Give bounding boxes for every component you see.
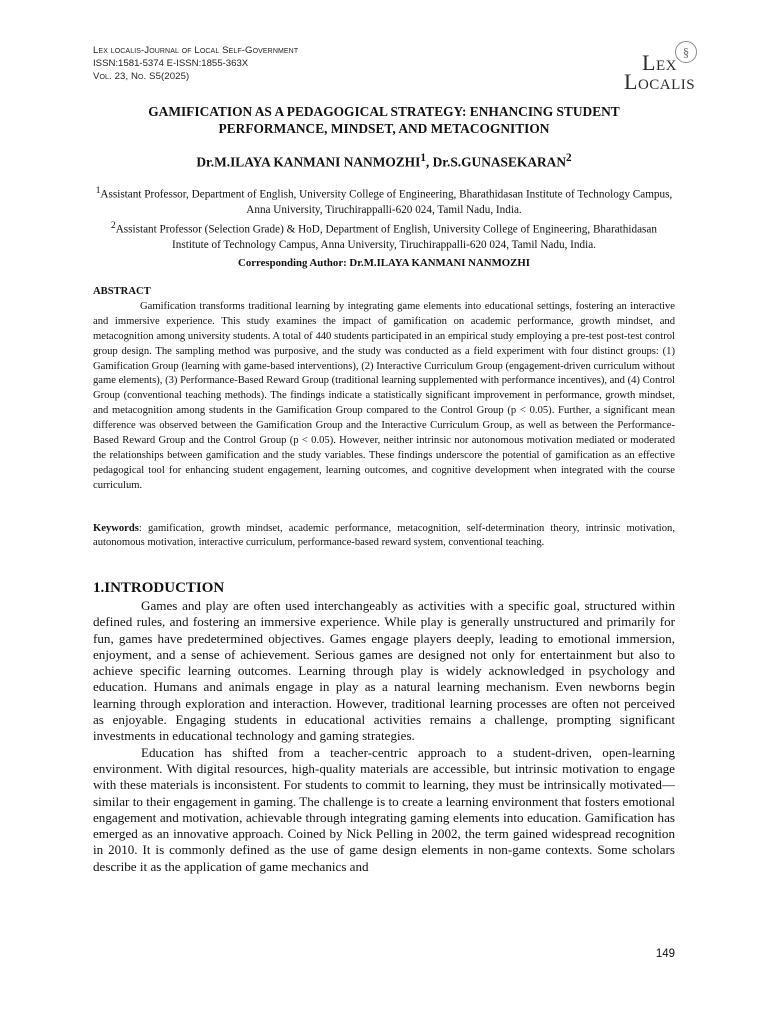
author-separator: , [425,154,433,170]
journal-issn: ISSN:1581-5374 E-ISSN:1855-363X [93,58,249,69]
keywords-label: Keywords [93,523,139,534]
affiliation-2-text: Assistant Professor (Selection Grade) & HoD, Department of English, University College of Engineering, Bharathidasan Institute of Technology Campus, Anna University, Tiruchirappalli-620 024, Tamil Nadu, India. [115,223,657,251]
author-line [93,152,675,170]
author-2-sup: 2 [566,152,572,164]
journal-volume: Vol. 23, No. S5(2025) [93,71,190,82]
logo-word-localis: Localis [624,69,696,94]
affiliations [93,184,675,253]
author-2: Dr.S.GUNASEKARAN [432,154,567,170]
lex-localis-logo [616,38,708,96]
paper-title: GAMIFICATION AS A PEDAGOGICAL STRATEGY: ENHANCING STUDENT PERFORMANCE, MINDSET, AND METACOGNITION [148,104,620,136]
author-1: Dr.M.ILAYA KANMANI NANMOZHI [196,154,421,170]
affiliation-2 [93,219,675,254]
keywords-text: : gamification, growth mindset, academic performance, metacognition, self-determination theory, intrinsic motivation, autonomous motivation, interactive curriculum, performance-based reward system, conventional teaching. [93,523,675,549]
svg-text:§: § [682,44,690,60]
introduction-paragraph-1: Games and play are often used interchangeably as activities with a specific goal, structured within defined rules, and fostering an immersive experience. While play is generally unstructured and primarily for fun, games have predetermined objectives. Games engage players deeply, leading to emotional immersion, enjoyment, and a sense of achievement. Serious games are designed not only for entertainment but also to achieve specific learning outcomes. Learning through play is widely acknowledged in psychology and education. Humans and animals engage in play as a natural learning mechanism. Even newborns begin learning through exploration and interaction. However, traditional learning processes are often not perceived as enjoyable. Engaging students in educational activities remains a challenge, prompting significant investments in educational technology and gaming strategies. [93,598,675,744]
abstract [93,285,675,494]
abstract-heading: ABSTRACT [93,286,151,297]
author-1-sup: 1 [420,152,426,164]
affiliation-1-sup: 1 [95,186,101,196]
page-number: 149 [655,948,675,960]
journal-header [93,44,298,83]
affiliation-1 [93,184,675,219]
section-sign-icon [674,40,698,64]
abstract-text: Gamification transforms traditional learning by integrating game elements into educational settings, fostering an interactive and immersive experience. This study examines the impact of gamification on academic performance, growth mindset, and metacognition among university students. A total of 440 students participated in an empirical study employing a pre-test post-test control group design. The sampling method was purposive, and the study was conducted as a field experiment with four distinct groups: (1) Gamification Group (learning with game-based interventions), (2) Interactive Curriculum Group (engagement-driven curriculum without game elements), (3) Performance-Based Reward Group (traditional learning supplemented with performance incentives), and (4) Control Group (conventional teaching methods). The findings indicate a statistically significant improvement in performance, growth mindset, and metacognition among students in the Gamification Group compared to the Control Group (p < 0.05). Further, a significant mean difference was observed between the Gamification Group and the Interactive Curriculum Group, as well as between the Performance-Based Reward Group and the Control Group (p < 0.05). However, neither intrinsic nor autonomous motivation mediated or moderated the relationships between gamification and the study variables. These findings underscore the potential of gamification as an effective pedagogical tool for enhancing student engagement, learning outcomes, and cognitive development when integrated with the course curriculum. [93,300,675,491]
introduction-paragraph-2: Education has shifted from a teacher-centric approach to a student-driven, open-learning environment. With digital resources, high-quality materials are accessible, but intrinsic motivation to engage with these materials is inconsistent. For students to commit to learning, they must be intrinsically motivated—similar to their engagement in gaming. The challenge is to create a learning environment that fosters emotional engagement and motivation, achievable through integrating gaming elements into education. Gamification has emerged as an innovative approach. Coined by Nick Pelling in 2002, the term gained widespread recognition in 2010. It is commonly defined as the use of game design elements in non-game contexts. Some scholars describe it as the application of game mechanics and [93,744,675,874]
corresponding-author: Corresponding Author: Dr.M.ILAYA KANMANI NANMOZHI [238,257,530,269]
introduction-heading: 1.INTRODUCTION [93,580,225,596]
affiliation-1-text: Assistant Professor, Department of English, University College of Engineering, Bharathidasan Institute of Technology Campus, Anna University, Tiruchirappalli-620 024, Tamil Nadu, India. [100,188,673,217]
introduction-body [93,598,675,875]
logo-word-lex: Lex [642,50,677,75]
affiliation-2-sup: 2 [111,220,116,231]
keywords [93,522,675,551]
journal-name: Lex localis-Journal of Local Self-Government [93,45,299,56]
